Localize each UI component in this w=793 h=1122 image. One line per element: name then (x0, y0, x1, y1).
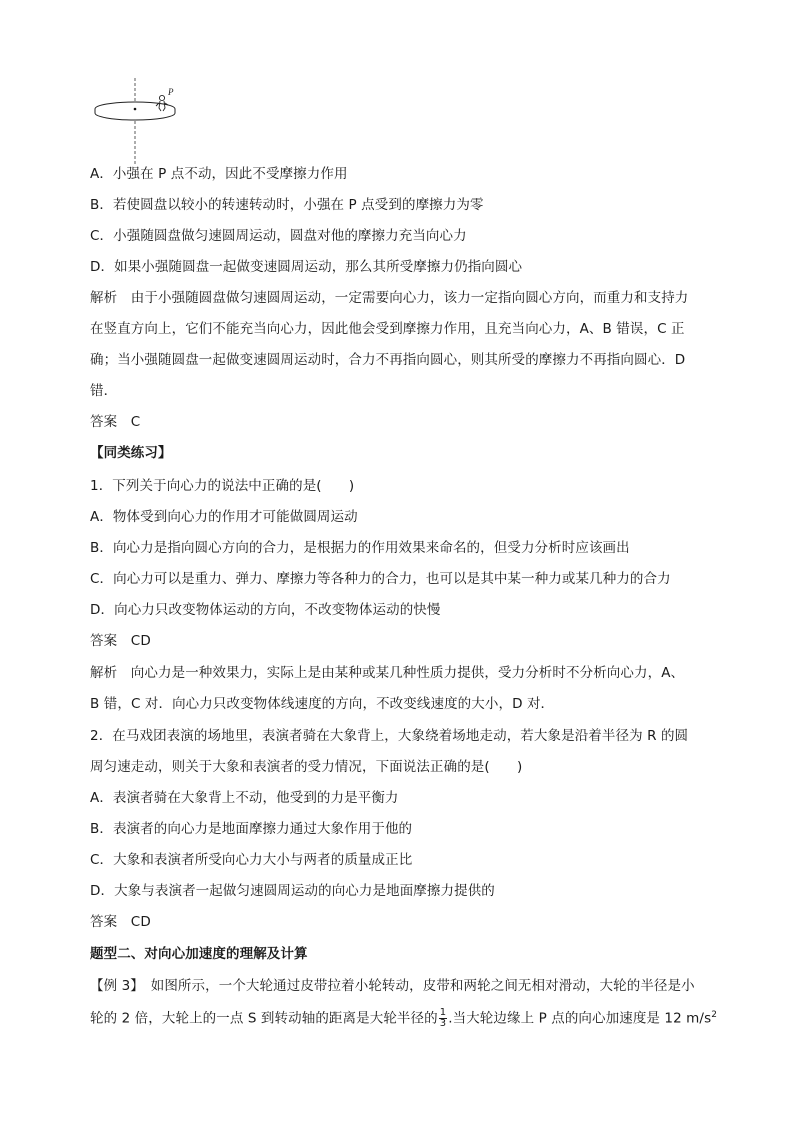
q2-answer: 答案 CD (90, 914, 151, 930)
rotating-disc-figure (88, 78, 198, 164)
point-p-label: P (168, 87, 174, 97)
q1-answer: 答案 CD (90, 633, 151, 649)
fraction-denominator: 3 (439, 1018, 447, 1029)
q2-option-a: A．表演者骑在大象背上不动，他受到的力是平衡力 (90, 790, 399, 806)
q1-analysis-line-2: B 错，C 对．向心力只改变物体线速度的方向，不改变线速度的大小，D 对． (90, 696, 555, 712)
example2-option-a: A．小强在 P 点不动，因此不受摩擦力作用 (90, 166, 348, 182)
q2-stem-line-1: 2．在马戏团表演的场地里，表演者骑在大象背上，大象绕着场地走动，若大象是沿着半径为 R 的圆 (90, 728, 689, 744)
section2-heading: 题型二、对向心加速度的理解及计算 (90, 946, 308, 962)
example3-line-2 (90, 1008, 717, 1029)
example2-option-c: C．小强随圆盘做匀速圆周运动，圆盘对他的摩擦力充当向心力 (90, 228, 467, 244)
example3-line-1: 【例 3】 如图所示，一个大轮通过皮带拉着小轮转动，皮带和两轮之间无相对滑动，大轮的半径是小 (90, 978, 695, 994)
example2-analysis-line-3: 确；当小强随圆盘一起做变速圆周运动时，合力不再指向圆心，则其所受的摩擦力不再指向圆心．D (90, 352, 686, 368)
example2-option-b: B．若使圆盘以较小的转速转动时，小强在 P 点受到的摩擦力为零 (90, 197, 484, 213)
fraction-numerator: 1 (439, 1007, 447, 1018)
q1-option-a: A．物体受到向心力的作用才可能做圆周运动 (90, 509, 358, 525)
example2-analysis-line-4: 错． (90, 383, 118, 399)
q2-option-d: D．大象与表演者一起做匀速圆周运动的向心力是地面摩擦力提供的 (90, 883, 495, 899)
q1-analysis-line-1: 解析 向心力是一种效果力，实际上是由某种或某几种性质力提供，受力分析时不分析向心力，A、 (90, 665, 685, 681)
example2-analysis-line-1: 解析 由于小强随圆盘做匀速圆周运动，一定需要向心力，该力一定指向圆心方向，而重力和支持力 (90, 290, 689, 306)
one-third-fraction (439, 1008, 447, 1029)
q1-stem: 1．下列关于向心力的说法中正确的是( ) (90, 478, 355, 494)
q2-stem-line-2: 周匀速走动，则关于大象和表演者的受力情况，下面说法正确的是( ) (90, 759, 523, 775)
unit-exponent: 2 (711, 1010, 718, 1020)
example3-line-2-start: 轮的 2 倍，大轮上的一点 S 到转动轴的距离是大轮半径的 (90, 1010, 438, 1027)
q2-option-b: B．表演者的向心力是地面摩擦力通过大象作用于他的 (90, 821, 413, 837)
example3-line-2-end: .当大轮边缘上 P 点的向心加速度是 12 m/s (448, 1010, 712, 1027)
example2-analysis-line-2: 在竖直方向上，它们不能充当向心力，因此他会受到摩擦力作用，且充当向心力，A、B 错误，C 正 (90, 321, 685, 337)
example2-option-d: D．如果小强随圆盘一起做变速圆周运动，那么其所受摩擦力仍指向圆心 (90, 259, 523, 275)
example2-answer: 答案 C (90, 414, 141, 430)
q1-option-d: D．向心力只改变物体运动的方向，不改变物体运动的快慢 (90, 602, 441, 618)
q1-option-b: B．向心力是指向圆心方向的合力，是根据力的作用效果来命名的，但受力分析时应该画出 (90, 540, 630, 556)
q1-option-c: C．向心力可以是重力、弹力、摩擦力等各种力的合力，也可以是其中某一种力或某几种力的合力 (90, 571, 671, 587)
practice-heading: 【同类练习】 (90, 445, 172, 461)
disc-center-dot (134, 108, 137, 111)
q2-option-c: C．大象和表演者所受向心力大小与两者的质量成正比 (90, 852, 413, 868)
